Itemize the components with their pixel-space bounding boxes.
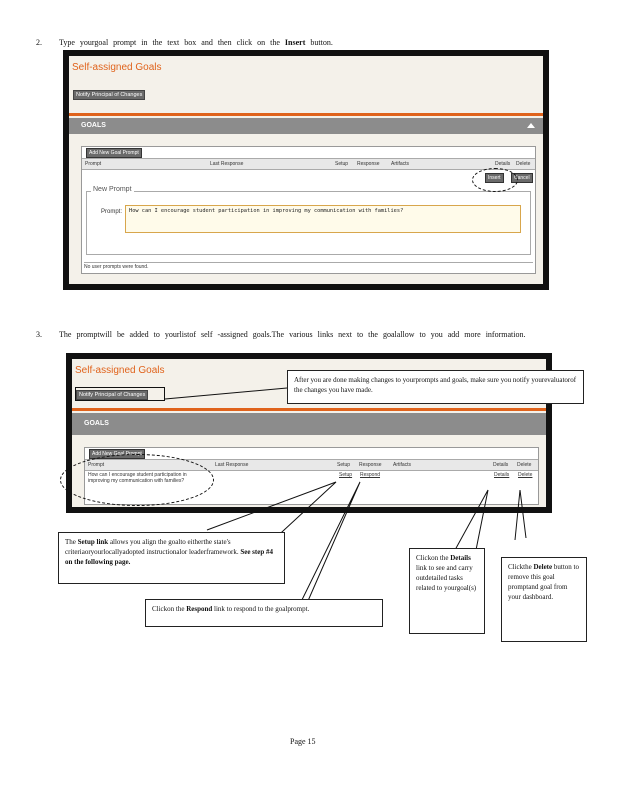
step-bold: Insert	[284, 38, 306, 47]
col-prompt: Prompt	[88, 462, 105, 468]
col-artifacts: Artifacts	[393, 462, 412, 468]
callout-delete-bold: Delete	[533, 563, 553, 571]
callout-respond	[145, 599, 383, 627]
callout-setup-pre: The	[65, 538, 76, 546]
step-text: The promptwill be added to yourlistof self -assigned goals.The various links next to the goalallow to you add more information.	[59, 330, 526, 339]
col-delete: Delete	[517, 462, 532, 468]
callout-setup-text: allows you align the goalto eitherthe state's criteriaoryourlocallyadopted instructionalor leaderframework.	[65, 538, 239, 556]
callout-details	[409, 548, 485, 634]
callout-details-pre: Clickon the	[416, 554, 449, 562]
callout-notify-text: After you are done making changes to yourprompts and goals, make sure you notify yourevaluatorof the changes you have made.	[294, 376, 577, 394]
col-prompt: Prompt	[85, 161, 102, 167]
col-details: Details	[495, 161, 511, 167]
step-text-end: button.	[310, 38, 333, 47]
add-goal-prompt-button[interactable]: Add New Goal Prompt	[89, 449, 145, 459]
col-delete: Delete	[516, 161, 531, 167]
callout-delete-pre: Clickthe	[508, 563, 532, 571]
connector-notify	[165, 388, 287, 399]
respond-link[interactable]: Respond	[360, 472, 381, 478]
insert-button[interactable]: Insert	[485, 173, 504, 183]
page-title: Self-assigned Goals	[72, 62, 162, 73]
step-number: 3.	[36, 330, 42, 339]
add-goal-prompt-button[interactable]: Add New Goal Prompt	[86, 148, 142, 158]
page-number: Page 15	[290, 737, 316, 746]
col-details: Details	[493, 462, 509, 468]
table-row-prompt: How can I encourage student participation in improving my communication with families?	[88, 472, 187, 484]
col-artifacts: Artifacts	[391, 161, 410, 167]
delete-link[interactable]: Delete	[518, 472, 533, 478]
goals-header-label: GOALS	[81, 122, 106, 129]
prompt-label: Prompt:	[101, 209, 123, 215]
details-link[interactable]: Details	[494, 472, 510, 478]
col-last-response: Last Response	[215, 462, 249, 468]
notify-principal-button[interactable]: Notify Principal of Changes	[76, 390, 148, 400]
callout-setup-bold: Setup link	[77, 538, 109, 546]
callout-respond-pre: Clickon the	[152, 605, 185, 613]
callout-respond-post: link to respond to the goalprompt.	[214, 605, 310, 613]
goals-header-label: GOALS	[84, 420, 109, 427]
col-response: Response	[359, 462, 382, 468]
callout-notify	[287, 370, 584, 404]
connector-details	[455, 490, 488, 550]
col-setup: Setup	[335, 161, 349, 167]
fieldset-legend: New Prompt	[93, 186, 132, 193]
step-text: Type yourgoal prompt in the text box and then click on the	[59, 38, 280, 47]
callout-details-post: link to see and carry outdetailed tasks related to yourgoal(s)	[416, 564, 477, 592]
prompt-textarea[interactable]: How can I encourage student participation in improving my communication with families?	[125, 205, 521, 233]
col-last-response: Last Response	[210, 161, 244, 167]
callout-setup-see-step: See step #4 on the following page.	[65, 548, 273, 566]
cancel-button[interactable]: Cancel	[511, 173, 533, 183]
callout-details-bold: Details	[450, 554, 471, 562]
connector-delete	[515, 490, 526, 540]
setup-link[interactable]: Setup	[339, 472, 353, 478]
empty-message: No user prompts were found.	[84, 262, 533, 270]
callout-delete	[501, 557, 587, 642]
col-response: Response	[357, 161, 380, 167]
callout-setup	[58, 532, 285, 584]
callout-delete-post: button to remove this goal promptand goal from your dashboard.	[508, 563, 579, 601]
step-number: 2.	[36, 38, 42, 47]
connector-respond	[296, 482, 360, 612]
page-title: Self-assigned Goals	[75, 365, 165, 376]
notify-principal-button[interactable]: Notify Principal of Changes	[73, 90, 145, 100]
callout-respond-bold: Respond	[186, 605, 213, 613]
col-setup: Setup	[337, 462, 351, 468]
